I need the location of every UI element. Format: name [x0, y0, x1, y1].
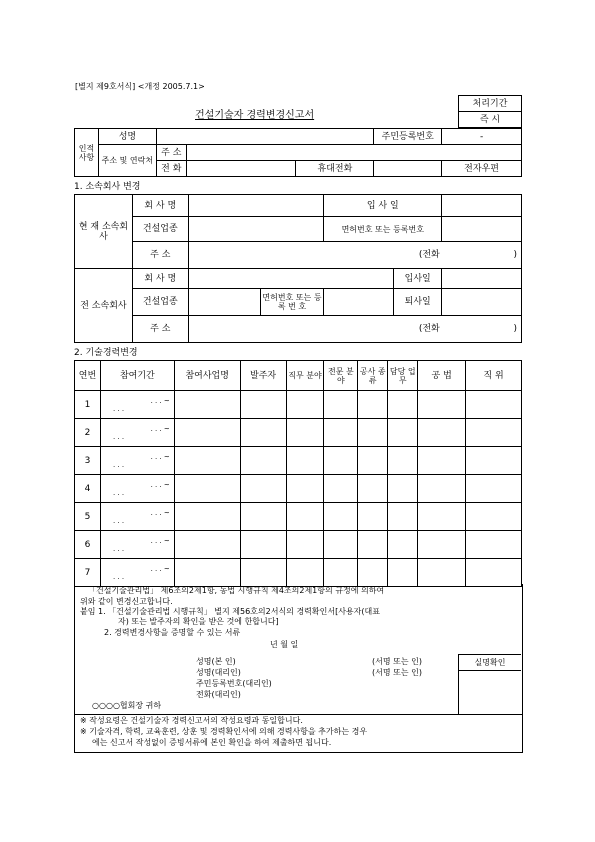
period-start: . . . ~: [150, 396, 170, 405]
cur-business-field[interactable]: [188, 217, 324, 242]
period-end: . . .: [112, 432, 125, 441]
address-label: 주 소: [156, 145, 186, 161]
career-row-period[interactable]: [100, 503, 174, 531]
period-start: . . . ~: [150, 564, 170, 573]
rrn-field[interactable]: -: [442, 129, 522, 145]
prev-business-label: 건설업종: [132, 289, 188, 316]
career-row-project[interactable]: [174, 391, 240, 419]
career-row-period[interactable]: [100, 391, 174, 419]
career-row-client[interactable]: [240, 475, 286, 503]
identity-verify-box: [458, 654, 521, 714]
career-row-seq: 3: [75, 447, 101, 475]
processing-value: 즉 시: [459, 112, 522, 128]
career-row: [75, 391, 522, 419]
career-row-task[interactable]: [388, 447, 418, 475]
career-row-period[interactable]: [100, 419, 174, 447]
col-specialty: 전문 분야: [324, 361, 358, 391]
cur-business-label: 건설업종: [132, 217, 188, 242]
career-row-duty[interactable]: [286, 391, 324, 419]
career-row-method[interactable]: [418, 419, 466, 447]
career-row: [75, 503, 522, 531]
career-row-client[interactable]: [240, 531, 286, 559]
career-row: [75, 419, 522, 447]
career-row-seq: 6: [75, 531, 101, 559]
cur-address-field[interactable]: [188, 242, 521, 269]
recipient: ○○○○협회장 귀하: [92, 701, 162, 710]
phone-label: 전 화: [156, 161, 186, 177]
section2-title: 2. 기술경력변경: [74, 348, 138, 358]
attachment-2: 2. 경력변경사항을 증명할 수 있는 서류: [104, 628, 241, 637]
career-row-method[interactable]: [418, 447, 466, 475]
cur-license-label: 면허번호 또는 등록번호: [324, 217, 442, 242]
cur-company-name-label: 회 사 명: [132, 195, 188, 217]
career-row-project[interactable]: [174, 503, 240, 531]
career-row-seq: 4: [75, 475, 101, 503]
career-row-project[interactable]: [174, 559, 240, 587]
period-end: . . .: [112, 404, 125, 413]
career-row-duty[interactable]: [286, 559, 324, 587]
career-header-row: [75, 361, 522, 391]
cur-phone-label: (전화: [418, 250, 440, 260]
note-3: 에는 신고서 작성없이 증빙서류에 본인 확인을 하여 제출하면 됩니다.: [92, 738, 332, 747]
col-work-type: 공사 종류: [358, 361, 388, 391]
attachment-1: 붙임 1. 「건설기술관리법 시행규칙」 별지 제56호의2서식의 경력확인서[사용자(대표: [80, 607, 380, 616]
career-row-work-type[interactable]: [358, 503, 388, 531]
career-row-seq: 5: [75, 503, 101, 531]
career-row-task[interactable]: [388, 419, 418, 447]
period-end: . . .: [112, 516, 125, 525]
identity-verify-field[interactable]: [459, 671, 522, 715]
career-row: [75, 559, 522, 587]
prev-company-name-field[interactable]: [188, 269, 394, 289]
career-row-task[interactable]: [388, 559, 418, 587]
career-row-position[interactable]: [466, 391, 522, 419]
prev-leave-date-field[interactable]: [442, 289, 522, 316]
career-row-method[interactable]: [418, 559, 466, 587]
prev-join-date-field[interactable]: [442, 269, 522, 289]
prev-license-field[interactable]: [324, 289, 394, 316]
mobile-label: 휴대전화: [296, 161, 374, 177]
phone-field[interactable]: [186, 161, 296, 177]
career-row-position[interactable]: [466, 419, 522, 447]
career-row-position[interactable]: [466, 475, 522, 503]
career-row-project[interactable]: [174, 447, 240, 475]
period-start: . . . ~: [150, 480, 170, 489]
career-row-work-type[interactable]: [358, 531, 388, 559]
col-duty: 직무 분야: [286, 361, 324, 391]
career-row-client[interactable]: [240, 447, 286, 475]
career-row-task[interactable]: [388, 531, 418, 559]
career-row-client[interactable]: [240, 419, 286, 447]
career-row: [75, 447, 522, 475]
career-row-project[interactable]: [174, 419, 240, 447]
career-row-work-type[interactable]: [358, 475, 388, 503]
mobile-field[interactable]: [374, 161, 442, 177]
period-start: . . . ~: [150, 536, 170, 545]
career-row-work-type[interactable]: [358, 391, 388, 419]
period-start: . . . ~: [150, 452, 170, 461]
agent-phone-label: 전화(대리인): [196, 690, 241, 699]
col-period: 참여기간: [100, 361, 174, 391]
career-row: [75, 531, 522, 559]
career-row-period[interactable]: [100, 559, 174, 587]
declaration-line2: 위와 같이 변경신고합니다.: [80, 597, 173, 606]
career-row-client[interactable]: [240, 503, 286, 531]
career-row-period[interactable]: [100, 447, 174, 475]
career-row-client[interactable]: [240, 559, 286, 587]
period-start: . . . ~: [150, 508, 170, 517]
career-row-seq: 1: [75, 391, 101, 419]
period-end: . . .: [112, 572, 125, 581]
prev-phone-close: ): [513, 324, 517, 334]
prev-leave-date-label: 퇴사일: [394, 289, 442, 316]
career-row-client[interactable]: [240, 391, 286, 419]
career-row-work-type[interactable]: [358, 447, 388, 475]
cur-join-date-field[interactable]: [442, 195, 522, 217]
cur-company-name-field[interactable]: [188, 195, 324, 217]
career-row-project[interactable]: [174, 475, 240, 503]
career-row-specialty[interactable]: [324, 391, 358, 419]
career-row-method[interactable]: [418, 503, 466, 531]
email-label: 전자우편: [464, 163, 499, 174]
form-number: [별지 제9호서식] <개정 2005.7.1>: [75, 82, 205, 91]
col-client: 발주자: [240, 361, 286, 391]
rrn-label: 주민등록번호: [374, 129, 442, 145]
period-end: . . .: [112, 488, 125, 497]
sign-agent-note[interactable]: (서명 또는 인): [372, 668, 422, 677]
col-method: 공 법: [418, 361, 466, 391]
cur-phone-close: ): [513, 250, 517, 260]
prev-address-field[interactable]: [188, 316, 521, 343]
career-row-period[interactable]: [100, 475, 174, 503]
cur-license-field[interactable]: [442, 217, 522, 242]
prev-phone-label: (전화: [418, 324, 440, 334]
agent-rrn-label: 주민등록번호(대리인): [196, 679, 272, 688]
career-row-position[interactable]: [466, 531, 522, 559]
career-row-method[interactable]: [418, 391, 466, 419]
company-change-table: [74, 194, 522, 343]
col-task: 담당 업무: [388, 361, 418, 391]
career-row-specialty[interactable]: [324, 447, 358, 475]
name-field[interactable]: [156, 129, 373, 145]
career-row-seq: 2: [75, 419, 101, 447]
declaration-line1: 「건설기술관리법」 제6조의2제1항, 동법 시행규칙 제4조의2제1항의 규정에 의하여: [88, 586, 385, 595]
current-company-label: 현 재 소속회사: [75, 195, 133, 269]
career-row-duty[interactable]: [286, 503, 324, 531]
career-row-duty[interactable]: [286, 531, 324, 559]
career-row-specialty[interactable]: [324, 531, 358, 559]
cur-address-label: 주 소: [132, 242, 188, 269]
period-end: . . .: [112, 544, 125, 553]
personal-info-table: [74, 128, 522, 177]
career-row-project[interactable]: [174, 531, 240, 559]
career-row-task[interactable]: [388, 503, 418, 531]
career-row-specialty[interactable]: [324, 559, 358, 587]
name-label: 성명: [98, 129, 156, 145]
page-title: 건설기술자 경력변경신고서: [195, 110, 315, 121]
personal-section-label: 인적사항: [75, 129, 99, 177]
processing-box: [458, 95, 522, 128]
previous-company-label: 전 소속회사: [75, 269, 133, 343]
prev-company-name-label: 회 사 명: [132, 269, 188, 289]
career-row-method[interactable]: [418, 531, 466, 559]
cur-join-date-label: 입 사 일: [324, 195, 442, 217]
sign-self-label: 성명(본 인): [196, 657, 236, 666]
declaration-date[interactable]: 년 월 일: [270, 640, 299, 649]
identity-verify-label: 실명확인: [459, 655, 522, 671]
prev-join-date-label: 입사일: [394, 269, 442, 289]
address-field[interactable]: [186, 145, 521, 161]
career-table: [74, 360, 522, 587]
email-label-cell: [442, 161, 522, 177]
note-2: ※ 기술자격, 학력, 교육훈련, 상훈 및 경력확인서에 의해 경력사항을 추가하는 경우: [80, 727, 368, 736]
period-end: . . .: [112, 460, 125, 469]
section1-title: 1. 소속회사 변경: [74, 182, 141, 192]
sign-agent-label: 성명(대리인): [196, 668, 241, 677]
processing-label: 처리기간: [459, 96, 522, 112]
career-row-specialty[interactable]: [324, 475, 358, 503]
career-row-duty[interactable]: [286, 475, 324, 503]
career-row-position[interactable]: [466, 447, 522, 475]
career-row-method[interactable]: [418, 475, 466, 503]
career-row-position[interactable]: [466, 559, 522, 587]
career-row-seq: 7: [75, 559, 101, 587]
career-row-specialty[interactable]: [324, 419, 358, 447]
attachment-1b: 자) 또는 발주자의 확인을 받은 것에 한합니다]: [118, 617, 279, 626]
prev-address-label: 주 소: [132, 316, 188, 343]
career-row: [75, 475, 522, 503]
career-row-work-type[interactable]: [358, 559, 388, 587]
prev-business-field[interactable]: [188, 289, 260, 316]
col-position: 직 위: [466, 361, 522, 391]
career-row-task[interactable]: [388, 391, 418, 419]
col-project: 참여사업명: [174, 361, 240, 391]
career-row-task[interactable]: [388, 475, 418, 503]
col-seq: 연번: [75, 361, 101, 391]
sign-self-note[interactable]: (서명 또는 인): [372, 657, 422, 666]
career-row-duty[interactable]: [286, 419, 324, 447]
addr-contact-label: 주소 및 연락처: [98, 145, 156, 177]
career-row-position[interactable]: [466, 503, 522, 531]
note-1: ※ 작성요령은 건설기술자 경력신고서의 작성요령과 동일합니다.: [80, 716, 303, 725]
period-start: . . . ~: [150, 424, 170, 433]
prev-license-label: 면허번호 또는 등 록 번 호: [260, 289, 324, 316]
career-row-specialty[interactable]: [324, 503, 358, 531]
career-row-duty[interactable]: [286, 447, 324, 475]
career-row-period[interactable]: [100, 531, 174, 559]
career-row-work-type[interactable]: [358, 419, 388, 447]
